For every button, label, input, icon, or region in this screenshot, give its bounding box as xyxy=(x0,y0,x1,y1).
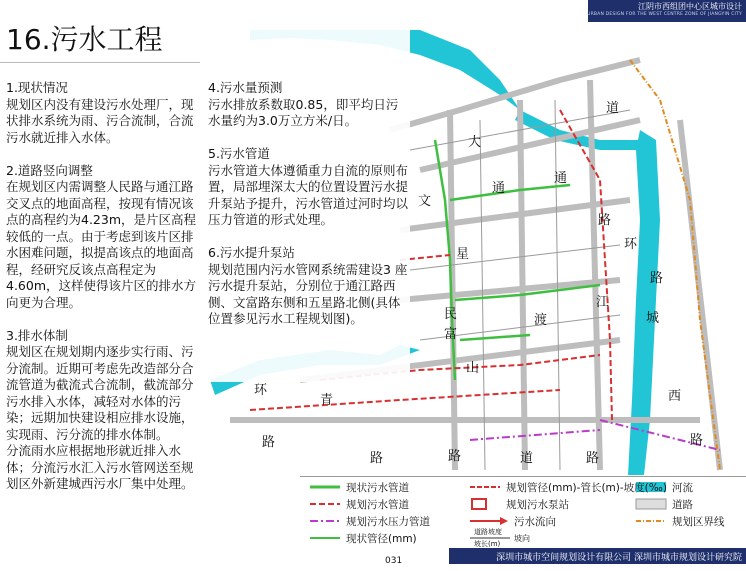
svg-text:山: 山 xyxy=(466,361,480,376)
spacer xyxy=(6,146,202,163)
title-divider xyxy=(0,62,200,63)
svg-text:环: 环 xyxy=(254,383,268,398)
svg-text:江: 江 xyxy=(596,295,610,310)
svg-text:渡: 渡 xyxy=(534,313,548,328)
spacer xyxy=(208,229,408,246)
section-heading: 1.现状情况 xyxy=(6,80,68,95)
paragraph: 在规划区内需调整人民路与通江路交叉点的地面高程，按现有情况该点的高程约为4.23m，是片区高程较低的一点。由于考虑到该片区排水困难问题，拟提高该点的地面高程，经研究反该点高程定为4.60m，这样使得该片区的排水方向更为合理。 xyxy=(6,179,197,310)
left-column-text xyxy=(6,80,202,493)
river-east xyxy=(628,130,660,475)
legend-label: 规划污水管道 xyxy=(346,499,409,511)
svg-text:路: 路 xyxy=(262,435,276,450)
svg-text:通: 通 xyxy=(554,171,568,186)
paragraph: 污水管道大体遵循重力自流的原则布置，局部埋深太大的位置设置污水提升泵站予提升，污水管道过河时均以压力管道的形式处理。 xyxy=(208,162,409,227)
page-number: 031 xyxy=(385,556,403,566)
svg-text:路: 路 xyxy=(586,451,600,466)
section-heading: 3.排水体制 xyxy=(6,327,68,343)
paragraph: 规划区内没有建设污水处理厂，现状排水系统为雨、污合流制，合流污水就近排入水体。 xyxy=(6,96,194,145)
svg-text:城: 城 xyxy=(646,311,660,326)
svg-text:文: 文 xyxy=(418,194,432,209)
spacer xyxy=(6,311,202,328)
svg-text:路: 路 xyxy=(690,433,704,448)
section-heading: 4.污水量预测 xyxy=(208,80,283,95)
paragraph: 规划区在规划期内逐步实行雨、污分流制。近期可考虑先改造部分合流管道为截流式合流制，截流部分污水排入水体，减轻对水体的污染；远期加快建设相应排水设施，实现雨、污分流的排水体制。 xyxy=(6,344,194,442)
legend-label: 道路 xyxy=(672,499,693,511)
section-heading: 6.污水提升泵站 xyxy=(208,245,295,260)
svg-text:环: 环 xyxy=(624,237,638,252)
svg-text:民: 民 xyxy=(444,307,458,322)
svg-text:路: 路 xyxy=(598,213,612,228)
legend-label: 规划管径(mm)-管长(m)-坡度(‰) xyxy=(506,482,667,494)
svg-text:大: 大 xyxy=(468,135,482,150)
paragraph: 分流雨水应根据地形就近排入水体；分流污水汇入污水管网送至规划区外新建城西污水厂集中处理。 xyxy=(6,443,194,491)
middle-column-text xyxy=(208,80,408,328)
section-heading: 5.污水管道 xyxy=(208,146,270,161)
footer-text: 深圳市城市空间规划设计有限公司 深圳市城市规划设计研究院 xyxy=(496,553,742,563)
paragraph: 污水排放系数取0.85，即平均日污水量约为3.0万立方米/日。 xyxy=(208,96,399,128)
svg-text:路: 路 xyxy=(370,451,384,466)
legend-pump-station-symbol xyxy=(472,499,486,509)
legend-label: 规划污水压力管道 xyxy=(346,516,430,528)
legend-label: 规划污水泵站 xyxy=(506,499,569,511)
spacer xyxy=(208,130,408,147)
legend-label: 现状污水管道 xyxy=(346,482,409,494)
paragraph: 规划范围内污水管网系统需建设3 座污水提升泵站，分别位于通江路西侧、文富路东侧和五星路北侧(具体位置参见污水工程规划图)。 xyxy=(208,261,408,326)
svg-text:路: 路 xyxy=(448,449,462,464)
svg-text:富: 富 xyxy=(444,327,458,342)
legend-label: 坡向 xyxy=(514,534,530,543)
footer-bar xyxy=(449,548,746,564)
legend-label: 道路坡度 xyxy=(474,528,502,536)
legend-label: 河流 xyxy=(672,482,693,494)
pressure-sewer-lines xyxy=(470,420,720,450)
legend-label: 污水流向 xyxy=(514,516,556,528)
section-heading: 2.道路竖向调整 xyxy=(6,162,93,178)
svg-text:道: 道 xyxy=(606,101,620,116)
legend-label: 规划区界线 xyxy=(672,516,725,528)
svg-text:道: 道 xyxy=(520,451,534,466)
header-bar xyxy=(588,0,746,22)
svg-text:星: 星 xyxy=(456,247,470,262)
page-title: 16.污水工程 xyxy=(6,23,163,56)
legend-label: 现状管径(mm) xyxy=(346,533,417,545)
legend-label: 坡长(m) xyxy=(474,540,501,548)
map-legend xyxy=(300,476,746,549)
svg-text:青: 青 xyxy=(320,393,334,408)
svg-text:西: 西 xyxy=(668,389,682,404)
header-subtitle: URBAN DESIGN FOR THE WEST CENTRE ZONE OF JIANGYIN CITY xyxy=(587,12,742,17)
svg-text:路: 路 xyxy=(650,271,664,286)
svg-text:通: 通 xyxy=(492,181,506,196)
legend-road-symbol xyxy=(636,499,666,509)
header-title: 江阴市西组团中心区城市设计 xyxy=(638,2,742,11)
